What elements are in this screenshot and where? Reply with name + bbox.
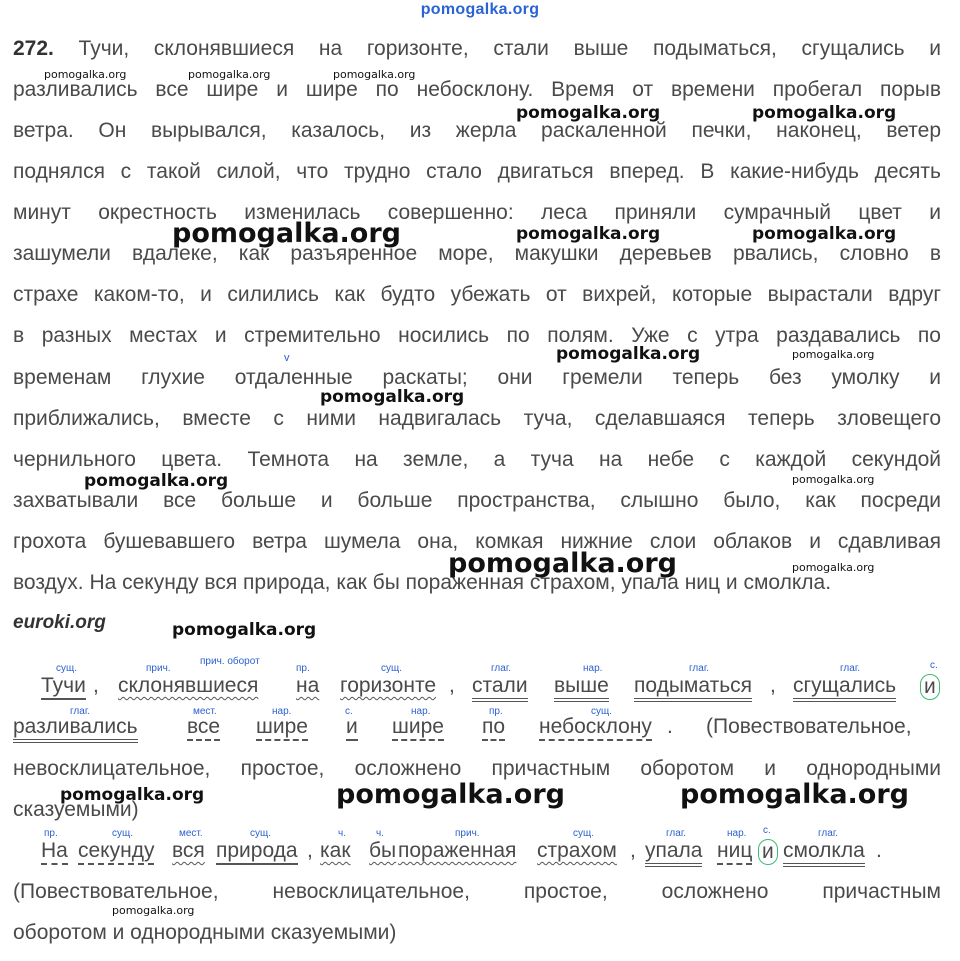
exercise-line: чернильного цвета. Темнота на земле, а туча на небе с каждой секундой: [13, 448, 941, 471]
watermark: pomogalka.org: [336, 779, 565, 810]
word-participle-phrase: пораженная: [398, 839, 517, 862]
pos-label: с.: [763, 825, 771, 836]
word-predicate: упала: [645, 839, 702, 867]
punct: ,: [449, 674, 455, 697]
pos-label: сущ.: [381, 663, 403, 674]
watermark: pomogalka.org: [792, 473, 875, 486]
pos-label: мест.: [179, 828, 203, 839]
word-adverbial: шире: [256, 715, 308, 741]
pos-label: глаг.: [70, 706, 91, 717]
word-subject: Тучи: [41, 674, 86, 700]
word-predicate: сгущались: [793, 674, 896, 702]
analysis-description: оборотом и однородными сказуемыми): [13, 921, 397, 944]
watermark: pomogalka.org: [60, 785, 205, 805]
watermark: pomogalka.org: [112, 904, 195, 917]
watermark: pomogalka.org: [792, 348, 875, 361]
word-participle-phrase: как: [320, 839, 351, 862]
word-conjunction: и: [920, 674, 940, 700]
word-adverbial: На: [41, 839, 68, 865]
pos-label: ч.: [338, 828, 346, 839]
pos-label: глаг.: [840, 663, 861, 674]
punct: .: [667, 715, 673, 738]
pos-label: прич.: [146, 663, 171, 674]
watermark: pomogalka.org: [320, 387, 465, 407]
pos-label: глаг.: [689, 663, 710, 674]
watermark: pomogalka.org: [752, 224, 897, 244]
pos-label: мест.: [193, 706, 217, 717]
analysis-description: (Повествовательное, невосклицательное, простое, осложнено причастным: [13, 880, 941, 903]
pos-label: сущ.: [591, 706, 613, 717]
exercise-line: временам глухие отдаленные раскаты; они гремели теперь без умолку и: [13, 366, 941, 389]
punct: ,: [630, 839, 636, 862]
word-predicate: стали: [472, 674, 528, 702]
word-adverbial: небосклону: [539, 715, 652, 741]
top-watermark: pomogalka.org: [420, 1, 540, 18]
watermark: pomogalka.org: [172, 620, 317, 640]
watermark: pomogalka.org: [333, 68, 416, 81]
word-participle-phrase: горизонте: [340, 674, 437, 697]
pos-label: с.: [345, 706, 353, 717]
pos-label: нар.: [272, 706, 292, 717]
exercise-line: зашумели вдалеке, как разъяренное море, макушки деревьев рвались, словно в: [13, 242, 941, 265]
pos-label: сущ.: [56, 663, 78, 674]
exercise-line: в разных местах и стремительно носились по полям. Уже с утра раздавались по: [13, 324, 941, 347]
word-participle-phrase: страхом: [537, 839, 617, 862]
word-participle-phrase: бы: [369, 839, 397, 862]
watermark: pomogalka.org: [516, 103, 661, 123]
watermark: pomogalka.org: [172, 218, 401, 249]
word-subject: природа: [216, 839, 298, 865]
pos-label: ч.: [376, 828, 384, 839]
exercise-line: грохота бушевавшего ветра шумела она, комкая нижние слои облаков и сдавливая: [13, 530, 941, 553]
analysis-description: сказуемыми): [13, 798, 139, 821]
word-predicate: подыматься: [634, 674, 752, 702]
pos-label: сущ.: [250, 828, 272, 839]
exercise-text: Тучи, склонявшиеся на горизонте, стали выше подыматься, сгущались и: [78, 37, 941, 60]
punct: .: [876, 839, 882, 862]
exercise-line: ветра. Он вырывался, казалось, из жерла раскаленной печки, наконец, ветер: [13, 119, 941, 142]
pos-label: с.: [930, 660, 938, 671]
exercise-line-1: [13, 37, 941, 61]
pos-label: прич. оборот: [200, 656, 260, 667]
word-conjunction: и: [758, 839, 778, 865]
watermark: pomogalka.org: [752, 103, 897, 123]
pos-label: нар.: [727, 828, 747, 839]
exercise-line: воздух. На секунду вся природа, как бы пораженная страхом, упала ниц и смолкла.: [13, 571, 832, 594]
analysis-description: невосклицательное, простое, осложнено причастным оборотом и однородными: [13, 757, 941, 780]
punct: ,: [307, 839, 313, 862]
word-predicate: разливались: [13, 715, 138, 743]
pos-label: пр.: [44, 828, 58, 839]
exercise-line: страхе каком-то, и силились как будто убежать от вихрей, которые вырастали вдруг: [13, 283, 941, 306]
pos-label: сущ.: [573, 828, 595, 839]
watermark: pomogalka.org: [516, 224, 661, 244]
exercise-line: минут окрестность изменилась совершенно: леса приняли сумрачный цвет и: [13, 201, 941, 224]
word-participle: склонявшиеся: [118, 674, 259, 697]
watermark: pomogalka.org: [84, 471, 229, 491]
pos-label: глаг.: [491, 663, 512, 674]
watermark: pomogalka.org: [680, 779, 909, 810]
stress-mark: v: [284, 352, 290, 364]
watermark: pomogalka.org: [188, 68, 271, 81]
analysis-description: (Повествовательное,: [706, 715, 912, 738]
punct: ,: [93, 674, 99, 697]
exercise-line: разливались все шире и шире по небосклону. Время от времени пробегал порыв: [13, 78, 941, 101]
word-attribute: вся: [172, 839, 205, 862]
watermark: pomogalka.org: [792, 561, 875, 574]
word-adverbial: шире: [392, 715, 444, 741]
exercise-line: захватывали все больше и больше пространства, слышно было, как посреди: [13, 489, 941, 512]
pos-label: нар.: [583, 663, 603, 674]
exercise-line: поднялся с такой силой, что трудно стало двигаться вперед. В какие-нибудь десять: [13, 160, 941, 183]
exercise-line: приближались, вместе с ними надвигалась туча, сделавшаяся теперь зловещего: [13, 407, 941, 430]
watermark: pomogalka.org: [44, 68, 127, 81]
exercise-number: 272.: [13, 37, 54, 60]
pos-label: прич.: [455, 828, 480, 839]
watermark: pomogalka.org: [556, 344, 701, 364]
punct: ,: [770, 674, 776, 697]
word-adverbial: секунду: [78, 839, 154, 865]
word-adverbial: ниц: [717, 839, 752, 865]
word-predicate: смолкла: [783, 839, 865, 867]
pos-label: глаг.: [818, 828, 839, 839]
word-adverbial: все: [187, 715, 220, 741]
watermark: pomogalka.org: [448, 548, 677, 579]
pos-label: нар.: [411, 706, 431, 717]
source-label: euroki.org: [13, 612, 106, 633]
word-participle-phrase: на: [296, 674, 320, 697]
pos-label: сущ.: [112, 828, 134, 839]
pos-label: пр.: [296, 663, 310, 674]
pos-label: глаг.: [666, 828, 687, 839]
word-adverbial: и: [346, 715, 358, 741]
word-predicate: выше: [554, 674, 609, 702]
word-adverbial: по: [482, 715, 505, 741]
pos-label: пр.: [489, 706, 503, 717]
